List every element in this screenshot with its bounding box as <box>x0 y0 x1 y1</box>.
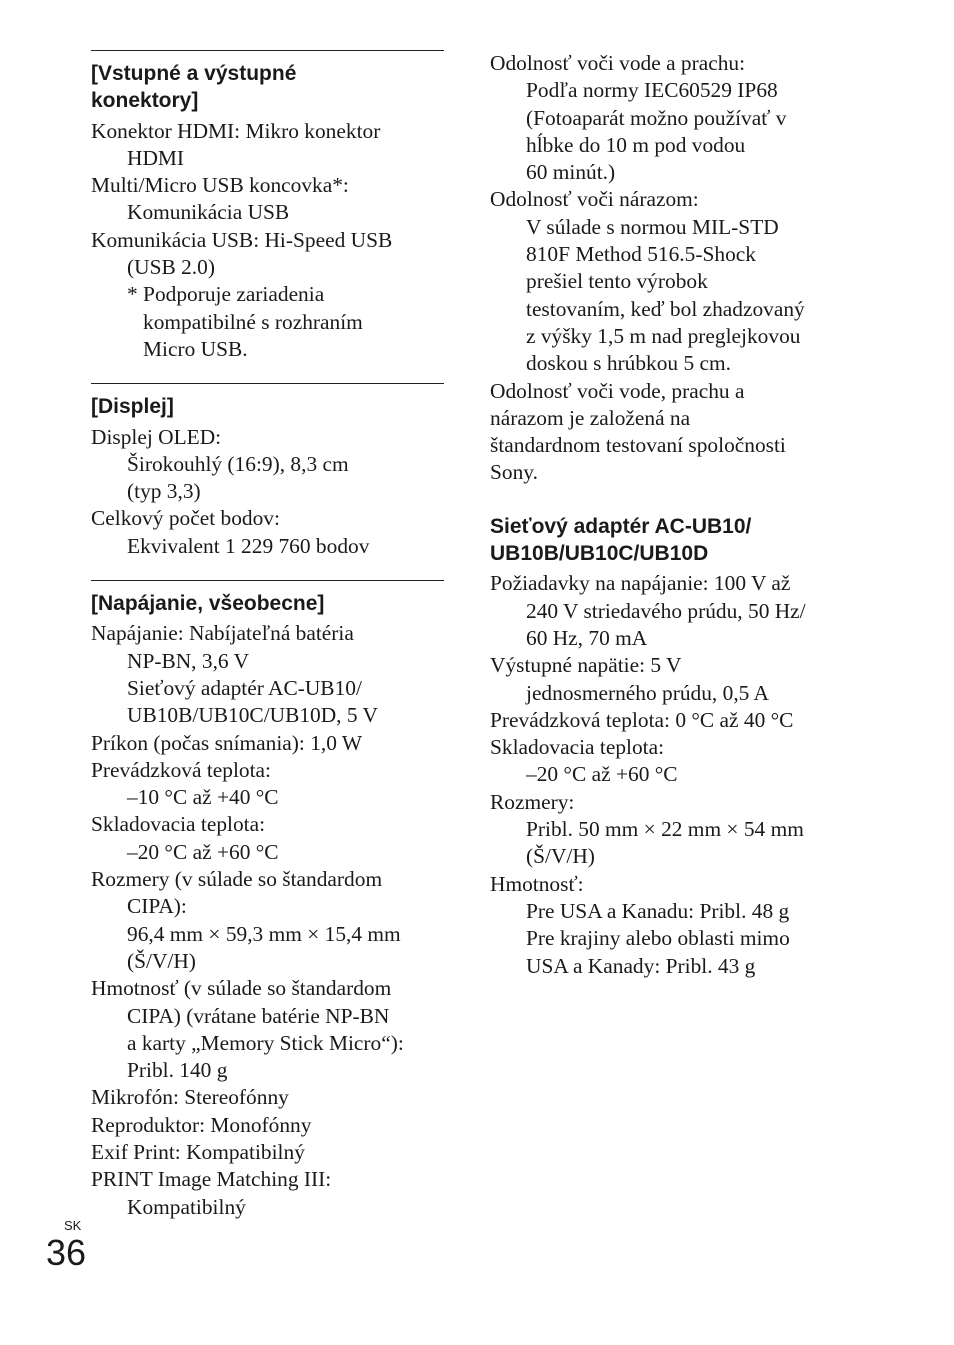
spec-line: Odolnosť voči vode, prachu a <box>490 378 745 403</box>
spec-line: 60 Hz, 70 mA <box>526 625 648 650</box>
spec-line: Pribl. 140 g <box>127 1058 228 1083</box>
spec-line: Hmotnosť (v súlade so štandardom <box>91 976 392 1001</box>
spec-line: (typ 3,3) <box>127 479 201 504</box>
page-footer <box>46 1218 86 1272</box>
spec-line: (Fotoaparát možno používať v <box>526 105 787 130</box>
spec-line: jednosmerného prúdu, 0,5 A <box>526 680 769 705</box>
section-heading-display: [Displej] <box>91 395 174 419</box>
language-code: SK <box>64 1218 82 1233</box>
spec-line: Požiadavky na napájanie: 100 V až <box>490 571 791 596</box>
spec-line: Multi/Micro USB koncovka*: <box>91 173 349 198</box>
spec-line: –20 °C až +60 °C <box>526 762 678 787</box>
section-heading-connectors: [Vstupné a výstupné konektory] <box>91 62 297 113</box>
spec-line: CIPA) (vrátane batérie NP-BN <box>127 1003 390 1028</box>
spec-line: USA a Kanady: Pribl. 43 g <box>526 953 756 978</box>
spec-line: Prevádzková teplota: <box>91 757 271 782</box>
spec-line: testovaním, keď bol zhadzovaný <box>526 296 805 321</box>
spec-line: Podľa normy IEC60529 IP68 <box>526 78 778 103</box>
spec-line: Odolnosť voči vode a prachu: <box>490 51 746 75</box>
spec-line: Ekvivalent 1 229 760 bodov <box>127 533 370 558</box>
spec-line: Prevádzková teplota: 0 °C až 40 °C <box>490 707 794 732</box>
spec-line: Pre krajiny alebo oblasti mimo <box>526 926 790 951</box>
spec-line: Širokouhlý (16:9), 8,3 cm <box>127 451 349 476</box>
spec-line: NP-BN, 3,6 V <box>127 648 250 673</box>
spec-line: HDMI <box>127 145 185 170</box>
spec-line: 240 V striedavého prúdu, 50 Hz/ <box>526 598 806 623</box>
spec-line: Rozmery (v súlade so štandardom <box>91 867 383 892</box>
spec-line: Pre USA a Kanadu: Pribl. 48 g <box>526 898 790 923</box>
spec-line: (USB 2.0) <box>127 255 215 280</box>
spec-line: V súlade s normou MIL-STD <box>526 214 779 239</box>
spec-line: 810F Method 516.5-Shock <box>526 242 756 267</box>
spec-line: prešiel tento výrobok <box>526 269 708 294</box>
spec-line: Komunikácia USB <box>127 200 290 225</box>
spec-line: Sony. <box>490 460 538 485</box>
left-column <box>91 50 444 1221</box>
footnote-line: kompatibilné s rozhraním <box>143 309 363 334</box>
spec-line: (Š/V/H) <box>127 948 196 973</box>
spec-line: Pribl. 50 mm × 22 mm × 54 mm <box>526 817 804 842</box>
spec-line: Konektor HDMI: Mikro konektor <box>91 118 381 143</box>
section-heading-power-general: [Napájanie, všeobecne] <box>91 592 325 616</box>
spec-line: štandardnom testovaní spoločnosti <box>490 433 786 458</box>
spec-line: Skladovacia teplota: <box>91 812 266 837</box>
spec-line: CIPA): <box>127 894 187 919</box>
spec-line: Napájanie: Nabíjateľná batéria <box>91 621 354 646</box>
spec-line: Príkon (počas snímania): 1,0 W <box>91 730 363 755</box>
spec-line: –20 °C až +60 °C <box>127 839 279 864</box>
spec-line: Mikrofón: Stereofónny <box>91 1085 289 1110</box>
spec-line: z výšky 1,5 m nad preglejkovou <box>526 323 801 348</box>
spec-line: nárazom je založená na <box>490 405 691 430</box>
spec-line: Exif Print: Kompatibilný <box>91 1139 305 1164</box>
spec-line: Sieťový adaptér AC-UB10/ <box>127 675 362 700</box>
page-number: 36 <box>46 1232 87 1273</box>
footnote-line: Micro USB. <box>143 336 248 361</box>
footnote-line: * Podporuje zariadenia <box>127 282 325 307</box>
spec-line: Reproduktor: Monofónny <box>91 1112 312 1137</box>
spec-line: Odolnosť voči nárazom: <box>490 187 699 212</box>
spec-line: Komunikácia USB: Hi-Speed USB <box>91 227 393 252</box>
spec-line: Displej OLED: <box>91 424 222 449</box>
spec-line: doskou s hrúbkou 5 cm. <box>526 351 731 376</box>
spec-line: Skladovacia teplota: <box>490 735 665 760</box>
spec-line: Výstupné napätie: 5 V <box>490 653 682 678</box>
right-column <box>490 50 850 980</box>
spec-line: Hmotnosť: <box>490 871 584 896</box>
spec-line: hĺbke do 10 m pod vodou <box>526 132 746 157</box>
section-heading-ac-adapter: Sieťový adaptér AC-UB10/ UB10B/UB10C/UB10D <box>490 514 752 566</box>
spec-line: a karty „Memory Stick Micro“): <box>127 1030 404 1055</box>
spec-line: Kompatibilný <box>127 1194 246 1219</box>
spec-line: PRINT Image Matching III: <box>91 1167 332 1192</box>
spec-line: Celkový počet bodov: <box>91 506 280 531</box>
spec-line: UB10B/UB10C/UB10D, 5 V <box>127 703 378 728</box>
spec-line: 96,4 mm × 59,3 mm × 15,4 mm <box>127 921 401 946</box>
spec-line: 60 minút.) <box>526 160 616 185</box>
spec-line: (Š/V/H) <box>526 844 595 869</box>
spec-line: Rozmery: <box>490 789 575 814</box>
spec-line: –10 °C až +40 °C <box>127 785 279 810</box>
